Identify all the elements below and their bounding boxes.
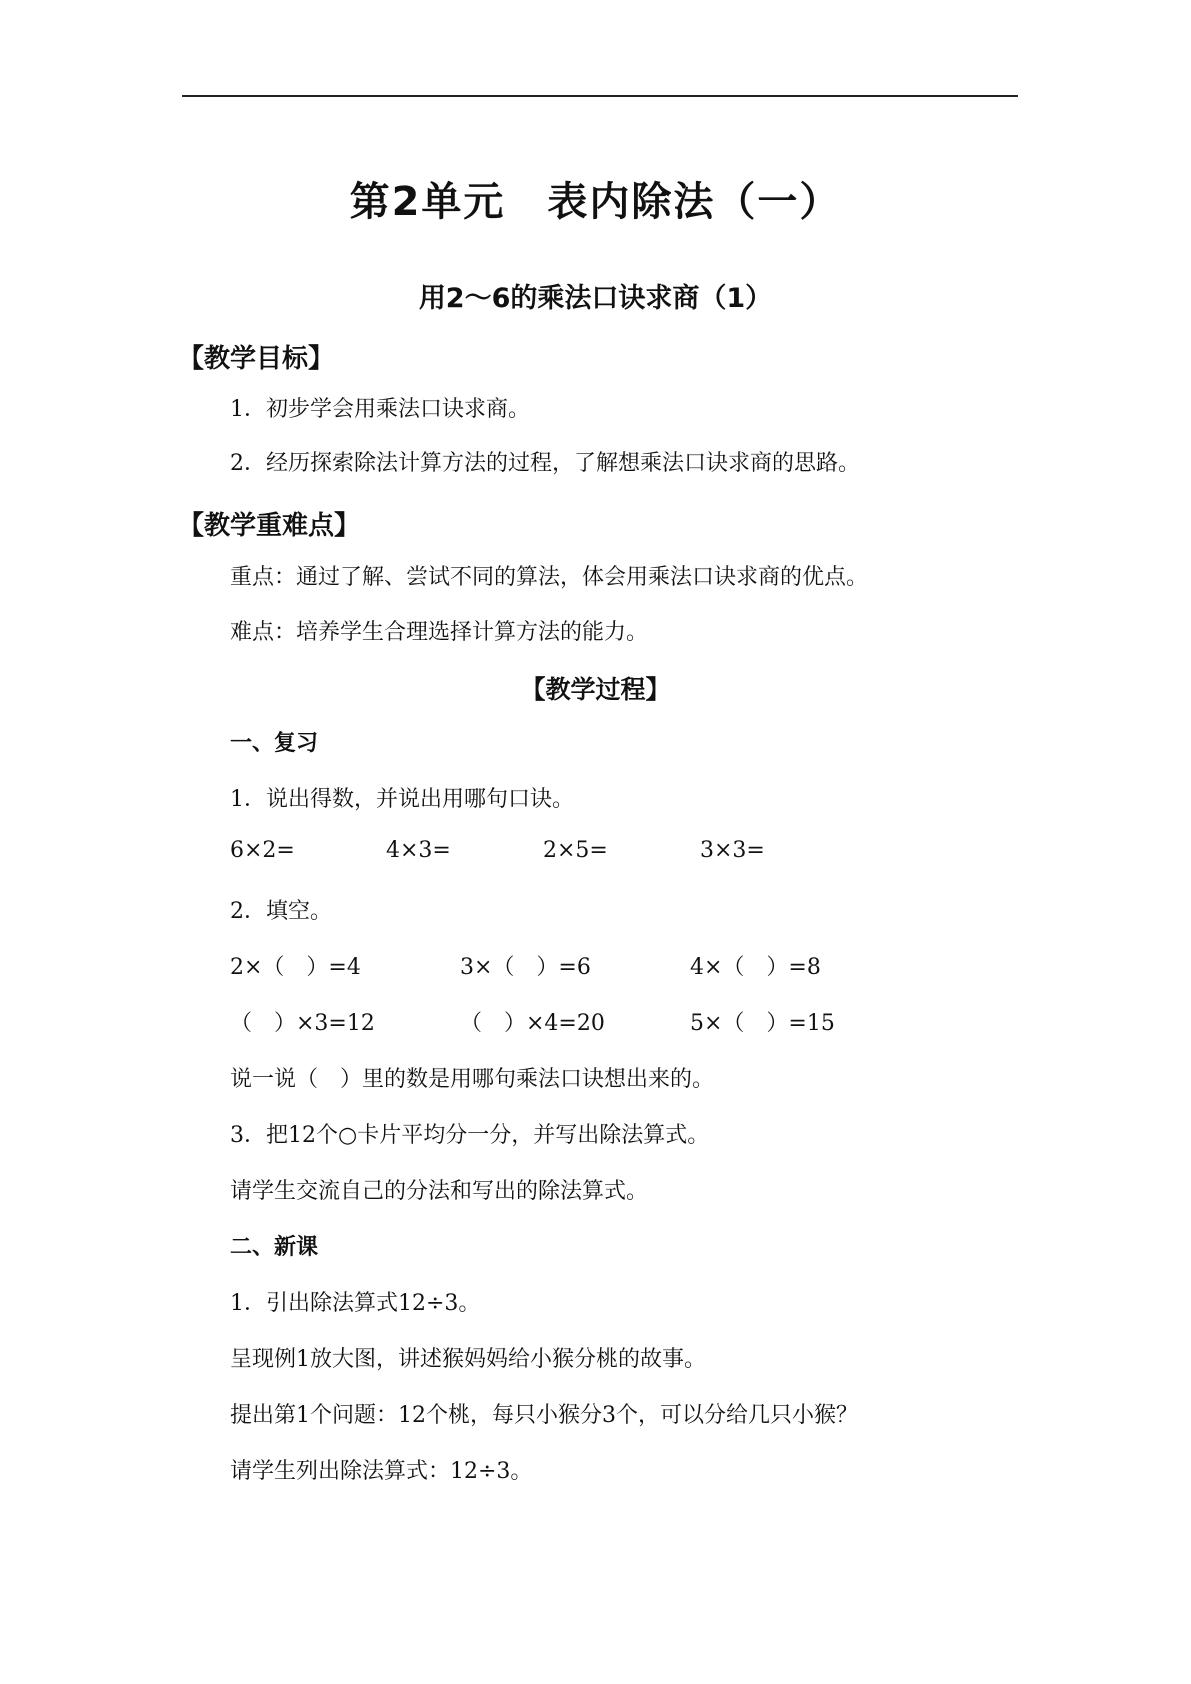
objectives-heading: 【教学目标】 [178,344,335,374]
review-heading: 一、复习 [230,731,319,756]
key-points-heading: 【教学重难点】 [178,511,361,541]
lesson-title: 用2～6的乘法口诀求商（1） [418,283,773,314]
review-q1: 1．说出得数，并说出用哪句口诀。 [230,787,574,812]
objective-item: 1．初步学会用乘法口诀求商。 [230,397,530,422]
q3-note: 请学生交流自己的分法和写出的除法算式。 [230,1179,649,1204]
q2-note: 说一说（ ）里的数是用哪句乘法口诀想出来的。 [230,1067,715,1092]
review-q3: 3．把12个○卡片平均分一分，并写出除法算式。 [230,1123,710,1148]
q1-expression: 4×3= [386,838,451,863]
q2-blank-expression: （ ）×3=12 [230,1011,375,1036]
unit-title: 第2单元 表内除法（一） [349,179,842,225]
new-lesson-heading: 二、新课 [230,1235,319,1260]
review-q2: 2．填空。 [230,899,332,924]
new-lesson-step: 1．引出除法算式12÷3。 [230,1291,481,1316]
q2-blank-expression: 5×（ ）=15 [690,1011,835,1036]
new-lesson-paragraph: 呈现例1放大图，讲述猴妈妈给小猴分桃的故事。 [230,1347,706,1372]
q2-blank-expression: 4×（ ）=8 [690,955,821,980]
new-lesson-paragraph: 请学生列出除法算式：12÷3。 [230,1459,533,1484]
q1-expression: 2×5= [543,838,608,863]
process-heading: 【教学过程】 [520,675,671,704]
q2-blank-expression: 2×（ ）=4 [230,955,361,980]
new-lesson-paragraph: 提出第1个问题：12个桃，每只小猴分3个，可以分给几只小猴？ [230,1403,858,1428]
q1-expression: 6×2= [230,838,295,863]
focus-text: 重点：通过了解、尝试不同的算法，体会用乘法口诀求商的优点。 [230,565,869,590]
q2-blank-expression: （ ）×4=20 [460,1011,605,1036]
difficulty-text: 难点：培养学生合理选择计算方法的能力。 [230,620,649,645]
objective-item: 2．经历探索除法计算方法的过程，了解想乘法口诀求商的思路。 [230,451,860,476]
q2-blank-expression: 3×（ ）=6 [460,955,591,980]
header-rule [182,95,1018,97]
q1-expression: 3×3= [700,838,765,863]
